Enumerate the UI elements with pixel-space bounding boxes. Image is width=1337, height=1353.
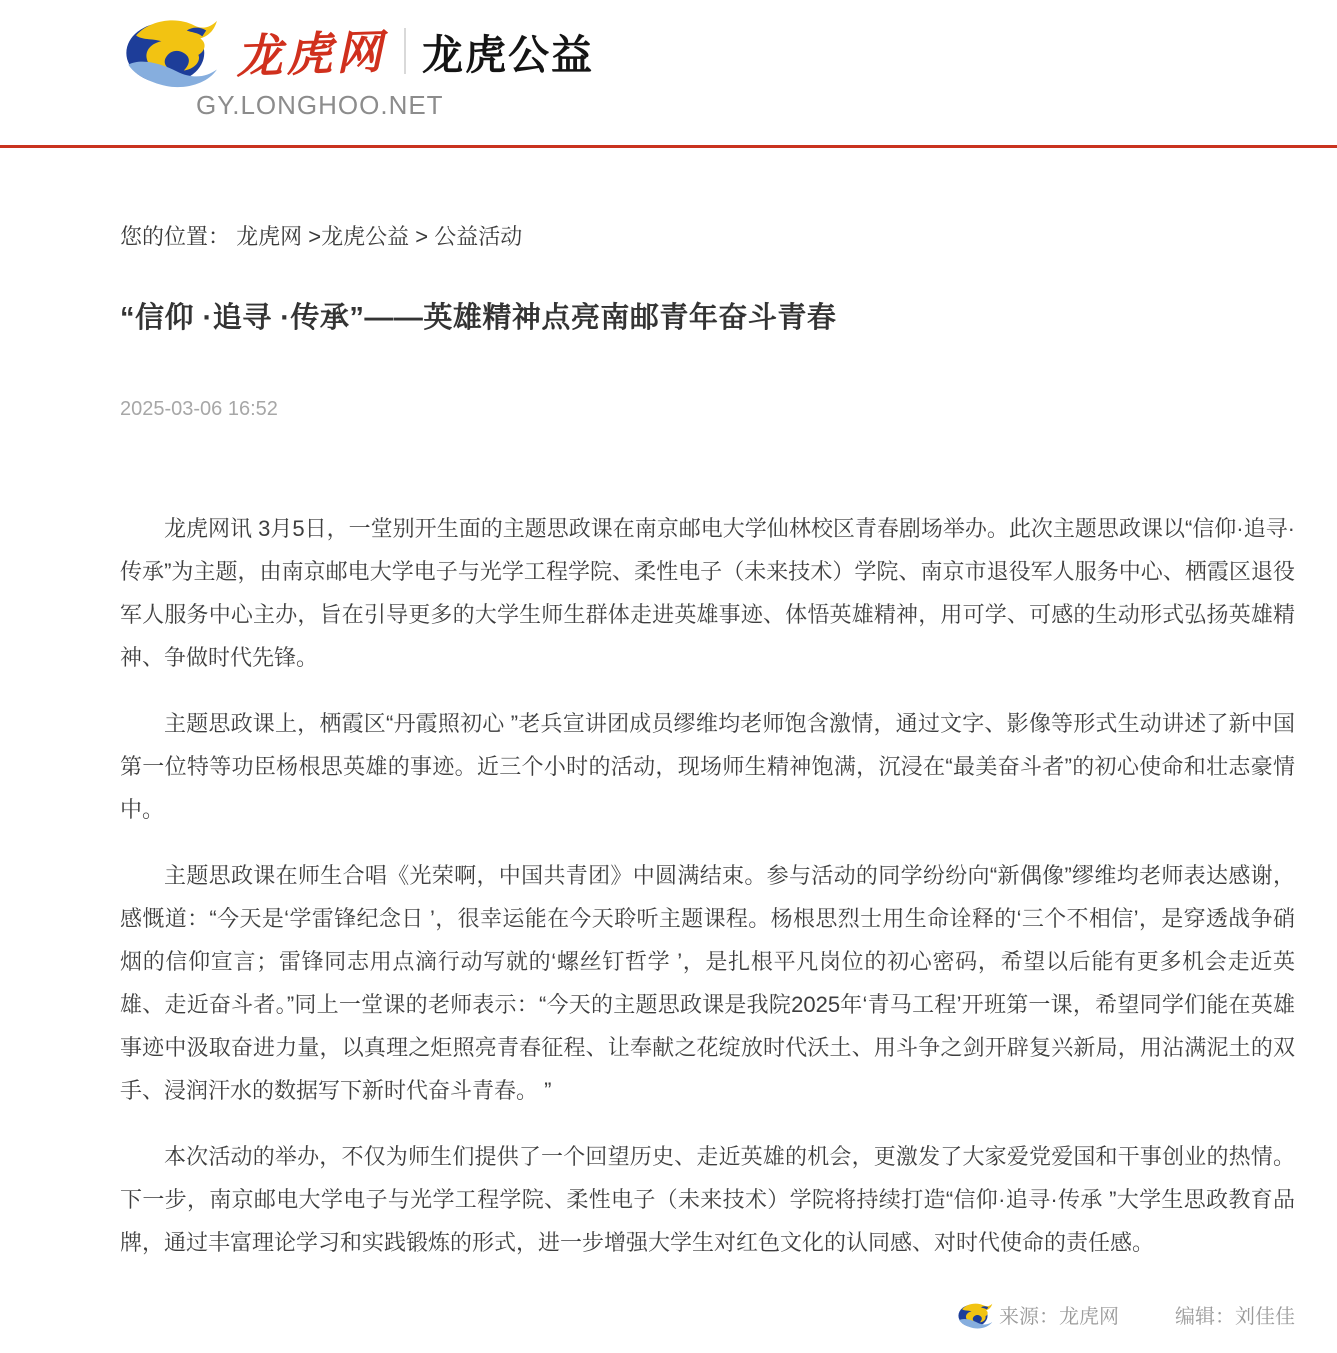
breadcrumb-separator: > — [302, 224, 322, 249]
article-paragraph: 主题思政课上，栖霞区“丹霞照初心 ”老兵宣讲团成员缪维均老师饱含激情，通过文字、影像等形式生动讲述了新中国第一位特等功臣杨根思英雄的事迹。近三个小时的活动，现场师生精神饱满，沉浸在“最美奋斗者”的初心使命和壮志豪情中。 — [120, 711, 1296, 822]
section-name: 龙虎公益 — [422, 31, 594, 78]
breadcrumb-label: 您的位置： — [120, 224, 237, 249]
breadcrumb-item-gongyi[interactable]: 龙虎公益 — [321, 224, 410, 249]
site-header — [0, 0, 1337, 121]
site-name-calligraphy[interactable]: 龙虎网 — [235, 26, 387, 83]
header-red-rule — [0, 145, 1337, 148]
article-paragraph: 主题思政课在师生合唱《光荣啊，中国共青团》中圆满结束。参与活动的同学纷纷向“新偶像”缪维均老师表达感谢，感慨道：“今天是‘学雷锋纪念日 ’，很幸运能在今天聆听主题课程。杨根思烈士用生命诠释的‘三个不相信’，是穿透战争硝烟的信仰宣言；雷锋同志用点滴行动写就的‘螺丝钉哲学 ’，是扎根平凡岗位的初心密码，希望以后能有更多机会走近英雄、走近奋斗者。”同上一堂课的老师表示：“今天的主题思政课是我院2025年‘青马工程’开班第一课，希望同学们能在英雄事迹中汲取奋进力量，以真理之炬照亮青春征程、让奉献之花绽放时代沃土、用斗争之剑开辟复兴新局，用沾满泥土的双手、浸润汗水的数据写下新时代奋斗青春。 ” — [120, 863, 1295, 1103]
breadcrumb — [120, 220, 1295, 251]
article-paragraph: 本次活动的举办，不仅为师生们提供了一个回望历史、走近英雄的机会，更激发了大家爱党爱国和干事创业的热情。下一步，南京邮电大学电子与光学工程学院、柔性电子（未来技术）学院将持续打造“信仰·追寻·传承 ”大学生思政教育品牌，通过丰富理论学习和实践锻炼的形式，进一步增强大学生对红色文化的认同感、对时代使命的责任感。 — [120, 1144, 1295, 1255]
breadcrumb-item-activity[interactable]: 公益活动 — [434, 224, 523, 249]
site-url: GY.LONGHOO.NET — [196, 90, 444, 120]
header-top-row — [120, 14, 1295, 88]
article-date: 2025-03-06 16:52 — [120, 398, 278, 420]
header-divider — [404, 28, 406, 74]
article-footer — [0, 1300, 1337, 1353]
breadcrumb-item-longhoo[interactable]: 龙虎网 — [236, 224, 303, 249]
longhoo-dragon-logo-icon[interactable] — [120, 14, 232, 88]
footer-source[interactable]: 来源：龙虎网 — [999, 1306, 1119, 1328]
footer-editor: 编辑：刘佳佳 — [1175, 1306, 1295, 1328]
article-body — [120, 507, 1295, 1264]
article-paragraph: 龙虎网讯 3月5日，一堂别开生面的主题思政课在南京邮电大学仙林校区青春剧场举办。此次主题思政课以“信仰·追寻·传承”为主题，由南京邮电大学电子与光学工程学院、柔性电子（未来技术）学院、南京市退役军人服务中心、栖霞区退役军人服务中心主办，旨在引导更多的大学生师生群体走进英雄事迹、体悟英雄精神，用可学、可感的生动形式弘扬英雄精神、争做时代先锋。 — [120, 516, 1295, 670]
article-title: “信仰 ·追寻 ·传承”——英雄精神点亮南邮青年奋斗青春 — [120, 302, 837, 334]
breadcrumb-separator: > — [409, 224, 435, 249]
footer-dragon-logo-icon — [957, 1301, 997, 1329]
article-content — [0, 220, 1337, 1264]
